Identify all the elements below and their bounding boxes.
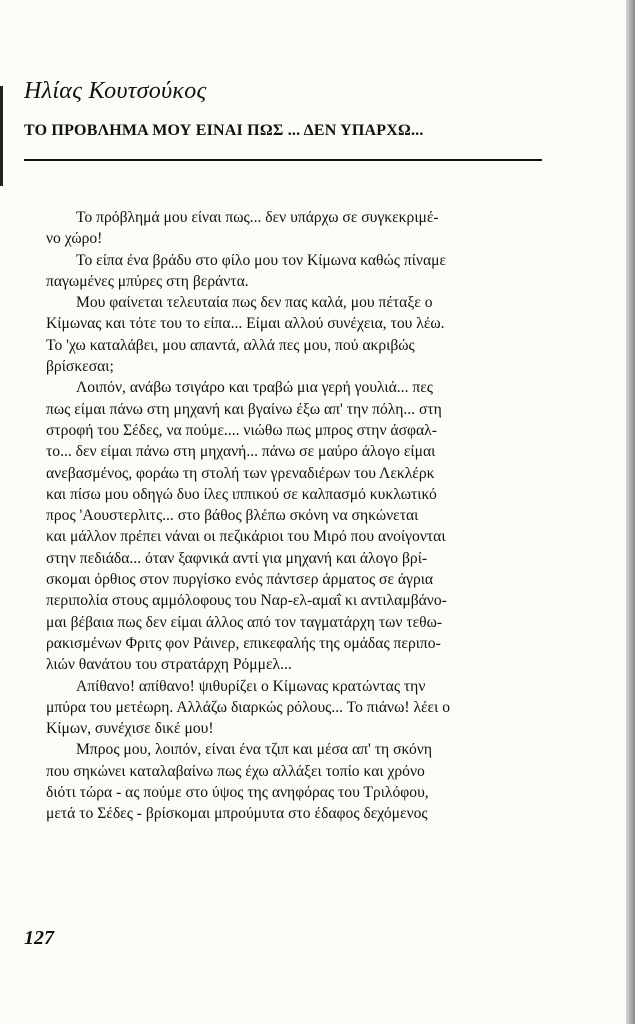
text-line: μαι βέβαια πως δεν είμαι άλλος από τον ταγματάρχη των τεθω- xyxy=(46,613,443,631)
text-line: Το 'χω καταλάβει, μου απαντά, αλλά πες μου, πού ακριβώς xyxy=(46,336,415,354)
text-line: και πίσω μου οδηγώ δυο ίλες ιππικού σε καλπασμό κυκλωτικό xyxy=(46,485,437,503)
text-line: σκομαι όρθιος στον πυργίσκο ενός πάντσερ άρματος σε άγρια xyxy=(46,571,434,589)
text-line: πως είμαι πάνω στη μηχανή και βγαίνω έξω απ' την πόλη... στη xyxy=(46,400,442,418)
title-divider xyxy=(24,159,542,161)
text-line: λιών θανάτου του στρατάρχη Ρόμμελ... xyxy=(46,656,292,674)
text-line: Το πρόβλημά μου είναι πως... δεν υπάρχω σε συγκεκριμέ- xyxy=(76,209,439,226)
text-line: Λοιπόν, ανάβω τσιγάρο και τραβώ μια γερή γουλιά... πες xyxy=(76,379,433,397)
text-line: μετά το Σέδες - βρίσκομαι μπρούμυτα στο έδαφος δεχόμενος xyxy=(46,805,428,823)
text-line: στην πεδιάδα... όταν ξαφνικά αντί για μηχανή και άλογο βρί- xyxy=(46,549,428,567)
text-line: στροφή του Σέδες, να πούμε.... νιώθω πως μπρος στην άσφαλ- xyxy=(46,421,437,439)
page-number: 127 xyxy=(24,927,54,949)
text-line: βρίσκεσαι; xyxy=(46,358,114,376)
text-line: διότι τώρα - ας πούμε στο ύψος της ανηφόρας του Τριλόφου, xyxy=(46,784,429,802)
text-line: ανεβασμένος, φοράω τη στολή των γρεναδιέρων του Λεκλέρκ xyxy=(46,464,435,482)
text-line: Μπρος μου, λοιπόν, είναι ένα τζιπ και μέσα απ' τη σκόνη xyxy=(76,741,432,759)
text-line: Το είπα ένα βράδυ στο φίλο μου τον Κίμωνα καθώς πίναμε xyxy=(76,251,447,269)
text-line: νο χώρο! xyxy=(46,230,103,248)
text-line: Απίθανο! απίθανο! ψιθυρίζει ο Κίμωνας κρατώντας την xyxy=(76,677,426,695)
text-line: και μάλλον πρέπει νάναι οι πεζικάριοι του Μιρό που ανοίγονται xyxy=(46,528,446,546)
text-line: ρακισμένων Φριτς φον Ράινερ, επικεφαλής της ομάδας περιπο- xyxy=(46,634,441,652)
text-line: παγωμένες μπύρες στη βεράντα. xyxy=(46,272,249,290)
text-line: περιπολία στους αμμόλοφους του Ναρ-ελ-αμαΐ κι αντιλαμβάνο- xyxy=(46,592,447,610)
chapter-title: ΤΟ ΠΡΟΒΛΗΜΑ ΜΟΥ ΕΙΝΑΙ ΠΩΣ ... ΔΕΝ ΥΠΑΡΧΩ... xyxy=(24,122,424,139)
text-line: μπύρα του μετέωρη. Αλλάζω διαρκώς ρόλους... Το πιάνω! λέει ο xyxy=(46,698,450,716)
text-line: Μου φαίνεται τελευταία πως δεν πας καλά, μου πέταξε ο xyxy=(76,294,433,312)
chapter-author: Ηλίας Κουτσούκος xyxy=(24,78,207,104)
text-line: Κίμων, συνέχισε δικέ μου! xyxy=(46,720,214,738)
page-edge-shadow xyxy=(626,0,635,1024)
text-line: προς 'Αουστερλιτς... στο βάθος βλέπω σκόνη να σηκώνεται xyxy=(46,507,419,525)
text-line: το... δεν είμαι πάνω στη μηχανή... πάνω σε μαύρο άλογο είμαι xyxy=(46,443,436,461)
body-text xyxy=(46,207,543,825)
text-line: που σηκώνει καταλαβαίνω πως έχω αλλάξει τοπίο και χρόνο xyxy=(46,762,425,780)
margin-rule xyxy=(0,86,3,186)
text-line: Κίμωνας και τότε του το είπα... Είμαι αλλού συνέχεια, του λέω. xyxy=(46,315,445,333)
